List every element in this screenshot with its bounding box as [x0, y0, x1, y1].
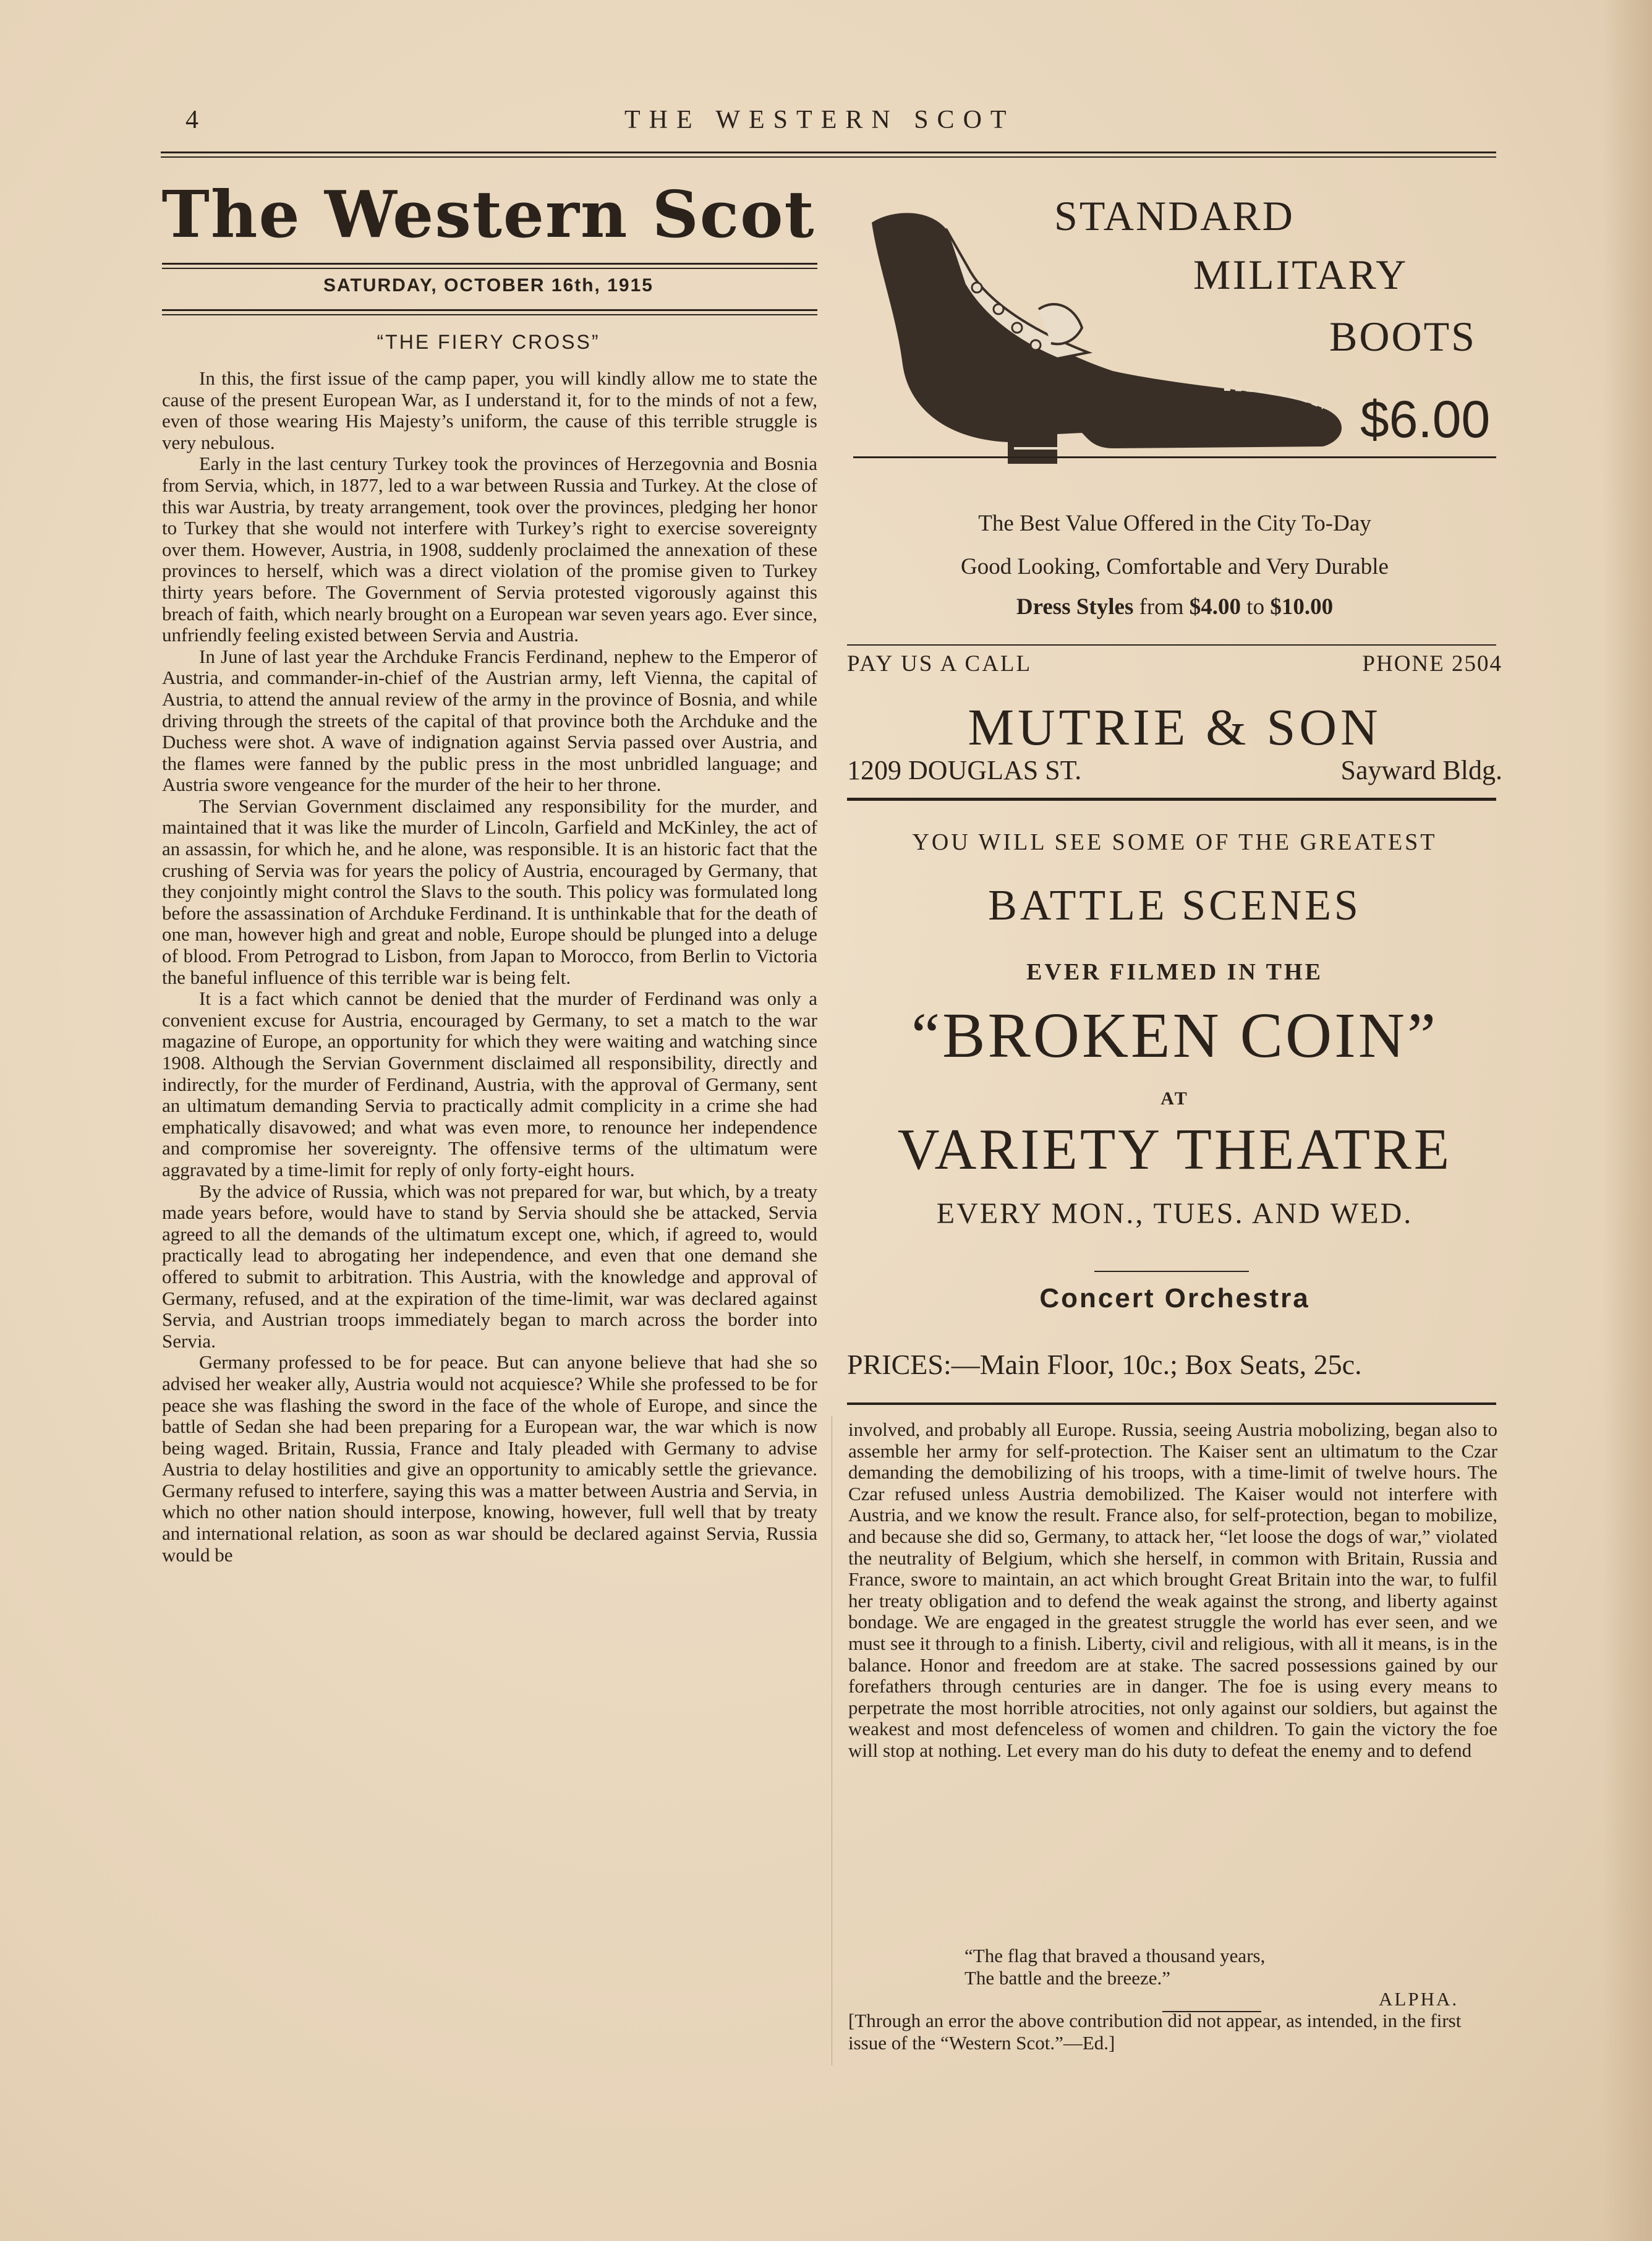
- pay-call: PAY US A CALL: [847, 651, 1032, 677]
- prices-row: [847, 1348, 1502, 1381]
- dress-price-low: $4.00: [1189, 594, 1241, 620]
- masthead-title: The Western Scot: [161, 176, 815, 252]
- article-paragraph: It is a fact which cannot be denied that the murder of Ferdinand was only a convenient excuse for Austria, encouraged by Germany, to set a match to the war magazine of Europe, an opportunity for which they were waiting and watching since 1908. Although the Servian Government disclaimed all responsibility, directly and indirectly, for the murder of Ferdinand, Austria, with the approval of Germany, sent an ultimatum demanding Servia to practically admit complicity in a crime she had emphatically disavowed; and what was even more, to renounce her independence and compromise her sovereignty. The offensive terms of the ultimatum were aggravated by a time-limit for reply of only forty-eight hours.: [162, 988, 817, 1180]
- poem-line: “The flag that braved a thousand years,: [964, 1945, 1266, 1966]
- address: 1209 DOUGLAS ST.: [847, 755, 1082, 785]
- theatre-ad-battle-scenes: BATTLE SCENES: [988, 882, 1361, 929]
- theatre-ad-at: AT: [1160, 1088, 1189, 1109]
- theatre-ad-line1: YOU WILL SEE SOME OF THE GREATEST: [912, 829, 1437, 855]
- dateline: SATURDAY, OCTOBER 16th, 1915: [323, 275, 654, 296]
- boot-ad-line3: BOOTS: [1329, 313, 1476, 360]
- article-paragraph: Germany professed to be for peace. But can anyone believe that had she so advised her weaker ally, Austria would not acquiesce? While she professed to be for peace she was flashing the sword in the face of the whole of Europe, and since the battle of Sedan she had been preparing for a European war, the war which is now being waged. Britain, Russia, France and Italy pleaded with Germany to advise Austria to delay hostilities and give an opportunity to amicably settle the grievance. Germany refused to interfere, saying this was a matter between Austria and Servia, in which no other nation should interpose, knowing, however, full well that by treaty and international relation, as soon as war should be declared against Servia, Russia would be: [162, 1351, 817, 1566]
- boot-ad-tagline1: The Best Value Offered in the City To-Day: [978, 511, 1371, 536]
- dateline-rule-2: [162, 314, 817, 315]
- building: Sayward Bldg.: [1340, 755, 1502, 785]
- prices-text: :—Main Floor, 10c.; Box Seats, 25c.: [943, 1349, 1362, 1380]
- boot-ad-line2: MILITARY: [1193, 251, 1408, 298]
- article-paragraph: The Servian Government disclaimed any responsibility for the murder, and maintained that it was like the murder of Lincoln, Garfield and McKinley, the act of an assassin, for which he, and he alone, was responsible. It is an historic fact that the crushing of Servia was for years the policy of Austria, encouraged by Germany, that they conjointly might control the Slavs to the south. This policy was formulated long before the assassination of Archduke Ferdinand. It is unthinkable that for the death of one man, however high and great and noble, Europe should be plunged into a deluge of blood. From Petrograd to Lisbon, from Japan to Morocco, from Berlin to Victoria the baneful influence of this terrible war is being felt.: [162, 795, 817, 988]
- article-right-column: [848, 1419, 1497, 1762]
- article-title: “THE FIERY CROSS”: [377, 331, 600, 353]
- film-title: “BROKEN COIN”: [911, 1000, 1439, 1071]
- company-name: MUTRIE & SON: [968, 699, 1382, 756]
- page-number: 4: [185, 106, 198, 134]
- article-paragraph: Early in the last century Turkey took the provinces of Herzegovnia and Bosnia from Servia, which, in 1877, led to a war between Russia and Turkey. At the close of this war Austria, by treaty arrangement, took over the provinces, pledging her honor to Turkey that she would not interfere with Turkey’s right to exercise sovereignty over them. However, Austria, in 1908, suddenly proclaimed the annexation of these provinces to herself, which was a direct violation of the promise given to Turkey thirty years before. The Government of Servia protested vigorously against this breach of faith, which nearly brought on a European war seven years ago. Ever since, unfriendly feeling existed between Servia and Austria.: [162, 453, 817, 646]
- dress-price-high: $10.00: [1270, 594, 1334, 620]
- article-paragraph-continued: involved, and probably all Europe. Russia, seeing Austria mobolizing, began also to assemble her army for self-protection. The Kaiser sent an ultimatum to the Czar demanding the demobilizing of his troops, with a time-limit of twelve hours. The Czar refused unless Austria demobilized. The Kaiser would not interfere with Austria, and we know the result. France also, for self-protection, began to mobilize, and because she did so, Germany, to attack her, “let loose the dogs of war,” violated the neutrality of Belgium, which she herself, in common with Britain, Russia and France, swore to maintain, an act which brought Great Britain into the war, to fulfil her treaty obligation and to defend the weak against the strong, and liberty against bondage. We are engaged in the greatest struggle the world has ever seen, and we must see it through to a finish. Liberty, civil and religious, with all it means, is in the balance. Honor and freedom are at stake. The sacred possessions gained by our forefathers through centuries are in danger. The foe is using every means to perpetrate the most horrible atrocities, not only against our soldiers, but against the weakest and most defenceless of women and children. To gain the victory the foe will stop at nothing. Let every man do his duty to defeat the enemy and to defend: [848, 1419, 1497, 1761]
- article-paragraph: By the advice of Russia, which was not prepared for war, but which, by a treaty made years before, would have to stand by Servia should she be attacked, Servia agreed to all the demands of the ultimatum except one, which, if agreed to, would practically lead to abrogating her independence, and even that one demand she offered to submit to arbitration. This Austria, with the knowledge and approval of Germany, refused, and at the expiration of the time-limit, war was declared against Servia, and Austrian troops immediately began to march across the border into Servia.: [162, 1180, 817, 1352]
- address-row: [847, 754, 1502, 786]
- running-title: THE WESTERN SCOT: [624, 106, 1015, 134]
- dress-styles-from: from: [1133, 594, 1190, 620]
- signature: ALPHA.: [1379, 1988, 1459, 2010]
- header-rule: [161, 152, 1496, 153]
- concert-orchestra: Concert Orchestra: [1039, 1283, 1310, 1313]
- orchestra-rule: [1094, 1271, 1249, 1272]
- boot-ad-dress-styles: [847, 594, 1502, 620]
- ad-bottom-rule: [847, 1402, 1496, 1405]
- phone: PHONE 2504: [1362, 651, 1502, 677]
- dateline-rule: [162, 309, 817, 311]
- article-paragraph: In June of last year the Archduke Francis Ferdinand, nephew to the Emperor of Austria, and commander-in-chief of the Austrian army, left Vienna, the capital of Austria, to attend the annual review of the army in the province of Bosnia, and while driving through the streets of the capital of that province both the Archduke and the Duchess were shot. A wave of indignation against Servia passed over Austria, and the flames were fanned by the public press in the most unbridled language; and Austria swore vengeance for the murder of the heir to her throne.: [162, 645, 817, 796]
- theatre-ad-line3: EVER FILMED IN THE: [1026, 959, 1323, 985]
- article-left-column: [162, 368, 817, 1566]
- prices-label: PRICES: [847, 1349, 943, 1380]
- masthead-rule: [162, 263, 817, 265]
- page-edge-shadow: [1603, 0, 1652, 2241]
- header-rule-2: [161, 156, 1496, 158]
- poem-line: The battle and the breeze.”: [964, 1967, 1171, 1989]
- ad-separator: [847, 798, 1496, 801]
- dress-styles-to: to: [1241, 594, 1271, 620]
- boot-ad-tagline2: Good Looking, Comfortable and Very Durable: [961, 554, 1389, 579]
- masthead-rule-2: [162, 268, 817, 269]
- editor-note: [Through an error the above contribution did not appear, as intended, in the first issue of the “Western Scot.”—Ed.]: [848, 2010, 1462, 2054]
- theatre-name: VARIETY THEATRE: [897, 1117, 1452, 1182]
- poem-quote: [964, 1945, 1265, 1989]
- boot-ad-price: $6.00: [1360, 390, 1491, 448]
- theatre-days: EVERY MON., TUES. AND WED.: [936, 1197, 1413, 1230]
- article-paragraph: In this, the first issue of the camp paper, you will kindly allow me to state the cause of the present European War, as I understand it, for to the minds of not a few, even of those wearing His Majesty’s uniform, the cause of this terrible struggle is very nebulous.: [162, 367, 817, 453]
- boot-ad-rule-2: [847, 644, 1496, 646]
- dress-styles-label: Dress Styles: [1016, 594, 1134, 620]
- pay-call-row: [847, 651, 1502, 677]
- boot-ad-line1: STANDARD: [1054, 192, 1295, 239]
- boot-illustration-icon: [853, 204, 1366, 464]
- boot-ad-rule: [853, 456, 1496, 458]
